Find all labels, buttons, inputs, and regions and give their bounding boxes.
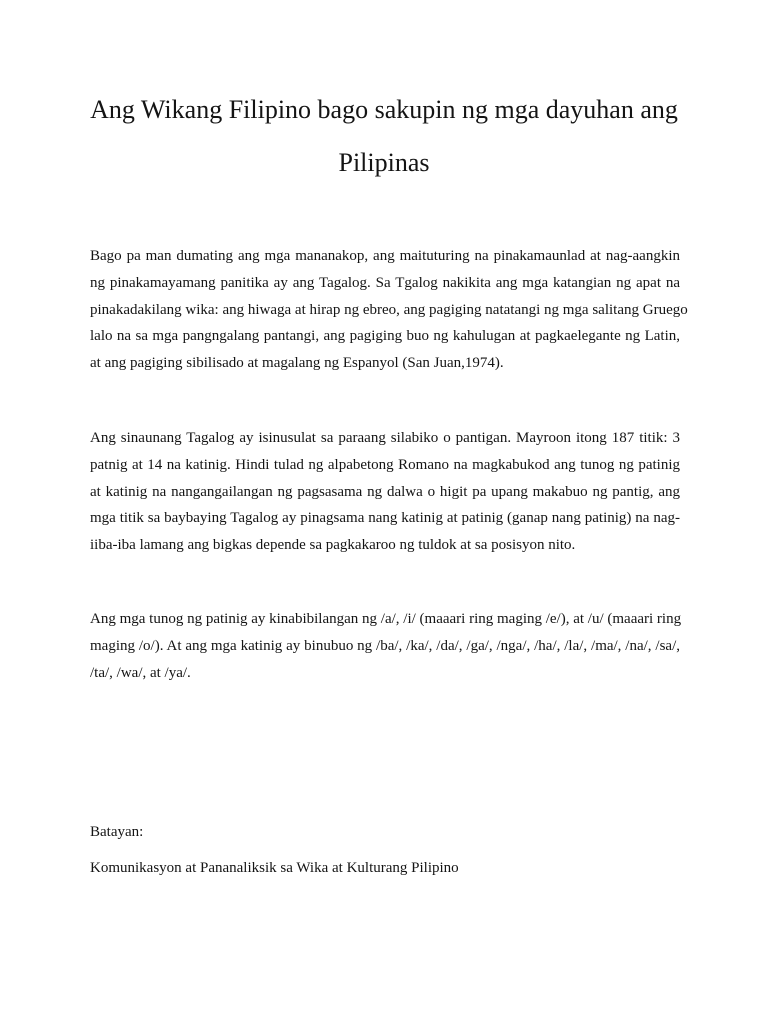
paragraph-3	[90, 606, 680, 686]
paragraph-line: mga titik sa baybaying Tagalog ay pinagsama nang katinig at patinig (ganap nang patinig) na nag-	[90, 510, 680, 527]
paragraph-line: Ang mga tunog ng patinig ay kinabibilangan ng /a/, /i/ (maaari ring maging /e/), at /u/ (maaari ring	[90, 611, 682, 627]
reference-item: Komunikasyon at Pananaliksik sa Wika at Kulturang Pilipino	[90, 860, 459, 876]
paragraph-line: Bago pa man dumating ang mga mananakop, ang maituturing na pinakamaunlad at nag-aangkin	[90, 248, 680, 264]
paragraph-line: /ta/, /wa/, at /ya/.	[90, 664, 191, 681]
paragraph-line: at ang pagiging sibilisado at magalang ng Espanyol (San Juan,1974).	[90, 355, 504, 372]
references-heading: Batayan:	[90, 824, 144, 840]
paragraph-line: iiba-iba lamang ang bigkas depende sa pagkakaroo ng tuldok at sa posisyon nito.	[90, 537, 576, 554]
page-title	[60, 83, 708, 189]
paragraph-line: patnig at 14 na katinig. Hindi tulad ng alpabetong Romano na magkabukod ang tunog ng patinig	[90, 456, 680, 473]
paragraph-2	[90, 425, 680, 559]
paragraph-line: Ang sinaunang Tagalog ay isinusulat sa paraang silabiko o pantigan. Mayroon itong 187 titik: 3	[90, 430, 680, 446]
paragraph-line: ng pinakamayamang panitika ay ang Tagalog. Sa Tgalog nakikita ang mga katangian ng apat na	[90, 274, 680, 291]
title-line-2: Pilipinas	[338, 148, 430, 177]
paragraph-line: at katinig na nangangailangan ng pagsasama ng dalwa o higit pa upang makabuo ng pantig, ang	[90, 483, 680, 500]
paragraph-line: pinakadakilang wika: ang hiwaga at hirap ng ebreo, ang pagiging natatangi ng mga salitang Gruego	[90, 301, 688, 318]
paragraph-1	[90, 243, 688, 377]
paragraph-line: lalo na sa mga pangngalang pantangi, ang pagiging buo ng kahulugan at pagkaelegante ng Latin,	[90, 328, 680, 345]
title-line-1: Ang Wikang Filipino bago sakupin ng mga dayuhan ang	[90, 95, 678, 124]
paragraph-line: maging /o/). At ang mga katinig ay binubuo ng /ba/, /ka/, /da/, /ga/, /nga/, /ha/, /la/, /ma/, /na/, /sa/,	[90, 637, 680, 654]
